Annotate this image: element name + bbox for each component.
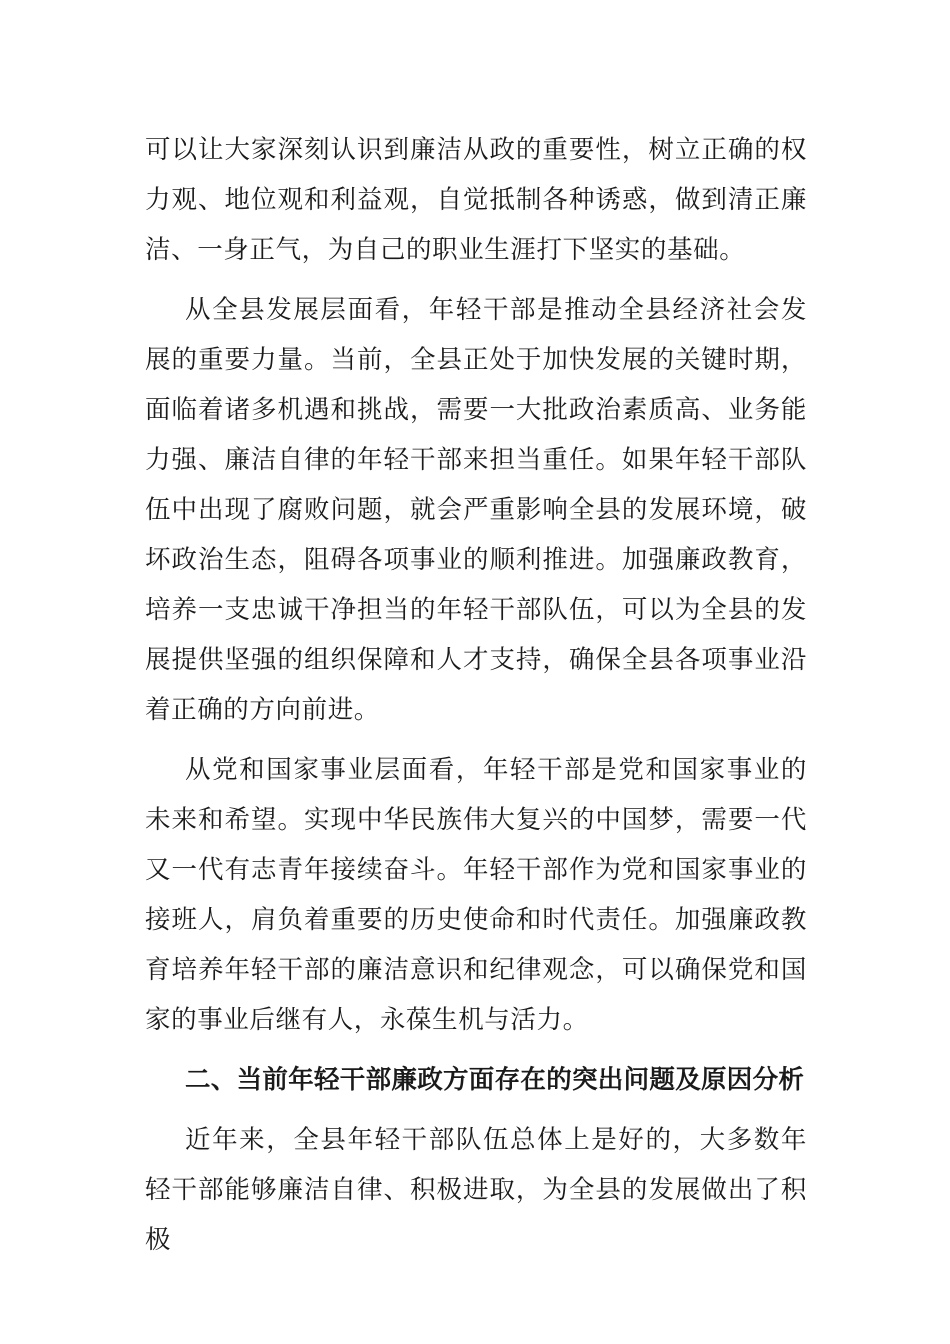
document-page — [145, 125, 807, 1275]
paragraph-national-level: 从党和国家事业层面看，年轻干部是党和国家事业的未来和希望。实现中华民族伟大复兴的中国梦，需要一代又一代有志青年接续奋斗。年轻干部作为党和国家事业的接班人，肩负着重要的历史使命和时代责任。加强廉政教育培养年轻干部的廉洁意识和纪律观念，可以确保党和国家的事业后继有人，永葆生机与活力。 — [145, 755, 807, 1035]
paragraph-continued: 可以让大家深刻认识到廉洁从政的重要性，树立正确的权力观、地位观和利益观，自觉抵制各种诱惑，做到清正廉洁、一身正气，为自己的职业生涯打下坚实的基础。 — [145, 135, 807, 265]
paragraph-section-intro: 近年来，全县年轻干部队伍总体上是好的，大多数年轻干部能够廉洁自律、积极进取，为全县的发展做出了积极 — [145, 1125, 807, 1255]
paragraph-county-level: 从全县发展层面看，年轻干部是推动全县经济社会发展的重要力量。当前，全县正处于加快发展的关键时期，面临着诸多机遇和挑战，需要一大批政治素质高、业务能力强、廉洁自律的年轻干部来担当重任。如果年轻干部队伍中出现了腐败问题，就会严重影响全县的发展环境，破坏政治生态，阻碍各项事业的顺利推进。加强廉政教育，培养一支忠诚干净担当的年轻干部队伍，可以为全县的发展提供坚强的组织保障和人才支持，确保全县各项事业沿着正确的方向前进。 — [145, 295, 807, 725]
section-heading: 二、当前年轻干部廉政方面存在的突出问题及原因分析 — [185, 1065, 805, 1095]
